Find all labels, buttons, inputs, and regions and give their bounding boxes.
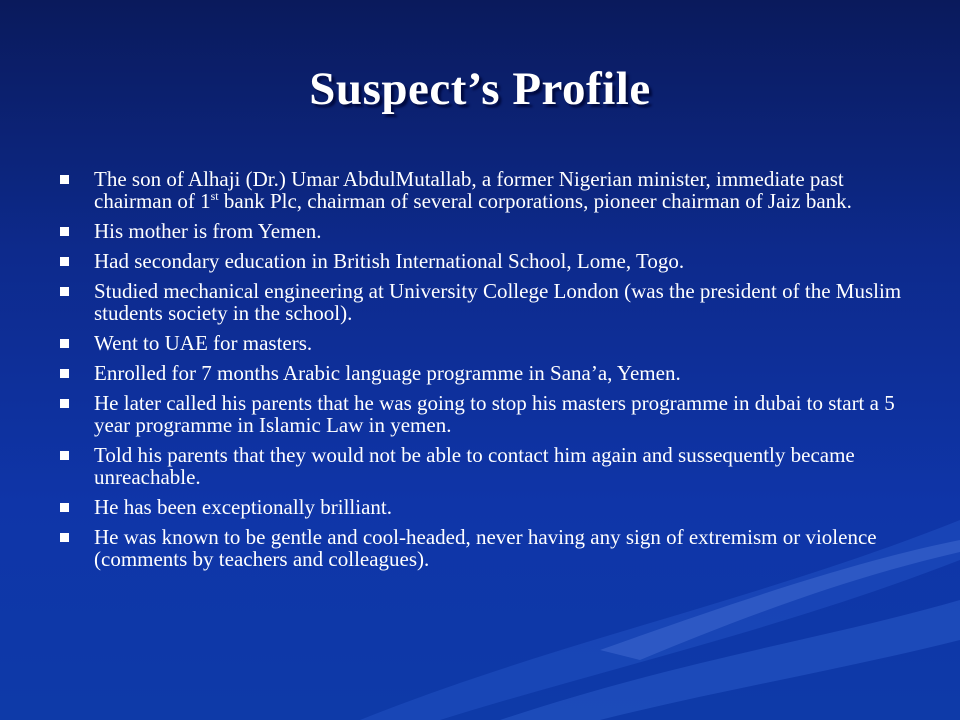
bullet-list: [56, 168, 916, 578]
square-bullet-icon: [60, 503, 69, 512]
square-bullet-icon: [60, 257, 69, 266]
bullet-text: He has been exceptionally brilliant.: [94, 495, 392, 519]
bullet-item: [56, 280, 916, 324]
bullet-item: [56, 496, 916, 518]
square-bullet-icon: [60, 533, 69, 542]
bullet-text-continued: bank Plc, chairman of several corporations, pioneer chairman of Jaiz bank.: [218, 189, 852, 213]
square-bullet-icon: [60, 227, 69, 236]
bullet-text: Studied mechanical engineering at University College London (was the president of the Muslim students society in the school).: [94, 279, 902, 325]
bullet-item: [56, 250, 916, 272]
square-bullet-icon: [60, 287, 69, 296]
bullet-text: Told his parents that they would not be able to contact him again and sussequently became unreachable.: [94, 443, 855, 489]
square-bullet-icon: [60, 451, 69, 460]
bullet-text: Went to UAE for masters.: [94, 331, 313, 355]
bullet-item: [56, 168, 916, 212]
bullet-item: [56, 220, 916, 242]
square-bullet-icon: [60, 339, 69, 348]
bullet-text: The son of Alhaji (Dr.) Umar AbdulMutallab, a former Nigerian minister, immediate past chairman of 1: [94, 167, 844, 213]
bullet-text: His mother is from Yemen.: [94, 219, 322, 243]
square-bullet-icon: [60, 369, 69, 378]
bullet-text: Enrolled for 7 months Arabic language programme in Sana’a, Yemen.: [94, 361, 681, 385]
slide-title: Suspect’s Profile: [309, 63, 651, 115]
square-bullet-icon: [60, 175, 69, 184]
bullet-text: He later called his parents that he was going to stop his masters programme in dubai to start a 5 year programme in Islamic Law in yemen.: [94, 391, 895, 437]
bullet-item: [56, 526, 916, 570]
square-bullet-icon: [60, 399, 69, 408]
bullet-superscript: st: [210, 189, 219, 203]
bullet-item: [56, 362, 916, 384]
bullet-item: [56, 332, 916, 354]
bullet-text: He was known to be gentle and cool-headed, never having any sign of extremism or violence (comments by teachers and colleagues).: [94, 525, 877, 571]
bullet-item: [56, 392, 916, 436]
bullet-item: [56, 444, 916, 488]
bullet-text: Had secondary education in British International School, Lome, Togo.: [94, 249, 685, 273]
